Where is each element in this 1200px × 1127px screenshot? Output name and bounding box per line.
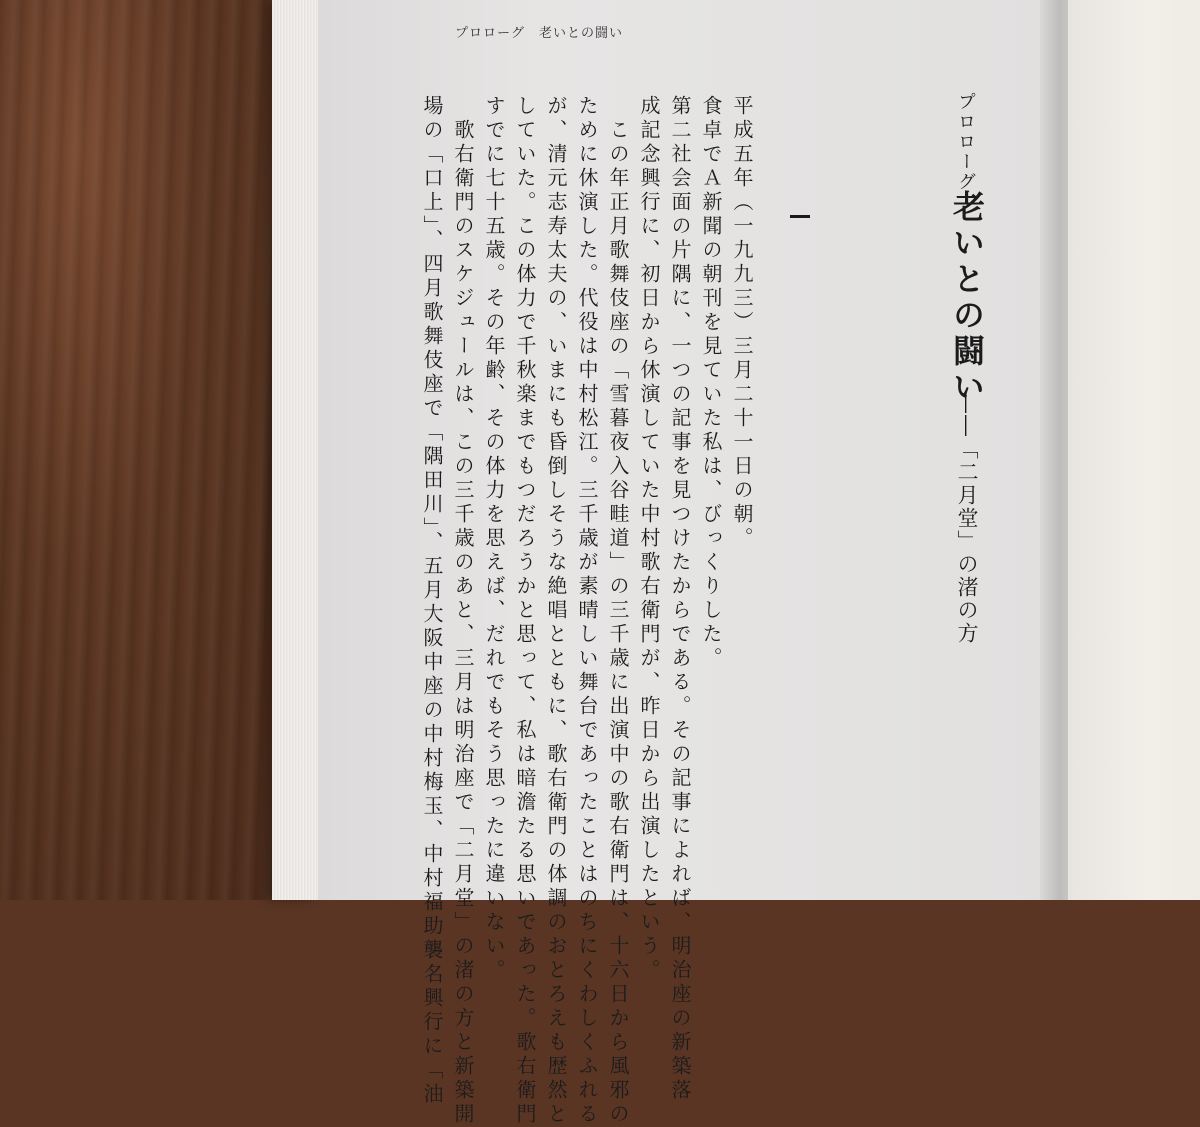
- body-line: していた。この体力で千秋楽までもつだろうかと思って、私は暗澹たる思いであった。歌右衛門: [513, 95, 537, 1127]
- body-line: が、清元志寿太夫の、いまにも昏倒しそうな絶唱とともに、歌右衛門の体調のおとろえも歴然と: [544, 95, 568, 1127]
- body-line: この年正月歌舞伎座の「雪暮夜入谷畦道」の三千歳に出演中の歌右衛門は、十六日から風邪の: [606, 95, 630, 1127]
- body-line: 場の「口上」、四月歌舞伎座で「隅田川」、五月大阪中座の中村梅玉、中村福助襲名興行に「油: [420, 95, 444, 1107]
- chapter-label: プロローグ: [955, 92, 976, 192]
- book-page-edges: [272, 0, 318, 900]
- body-line: 食卓でＡ新聞の朝刊を見ていた私は、びっくりした。: [699, 95, 723, 671]
- body-line: ために休演した。代役は中村松江。三千歳が素晴しい舞台であったことはのちにくわしくふれる: [575, 95, 599, 1127]
- chapter-subtitle: ――「二月堂」の渚の方: [955, 392, 979, 645]
- body-line: 歌右衛門のスケジュールは、この三千歳のあと、三月は明治座で「二月堂」の渚の方と新築開: [451, 95, 475, 1127]
- right-book-page: [1068, 0, 1200, 900]
- chapter-title: 老いとの闘い: [948, 190, 986, 406]
- section-number-mark: [790, 215, 810, 218]
- wooden-table-background: [0, 0, 300, 900]
- body-line: 平成五年（一九九三）三月二十一日の朝。: [730, 95, 754, 551]
- body-line: すでに七十五歳。その年齢、その体力を思えば、だれでもそう思ったに違いない。: [482, 95, 506, 983]
- body-line: 第二社会面の片隅に、一つの記事を見つけたからである。その記事によれば、明治座の新築落: [668, 95, 692, 1103]
- body-line: 成記念興行に、初日から休演していた中村歌右衛門が、昨日から出演したという。: [637, 95, 661, 983]
- running-head: プロローグ 老いとの闘い: [455, 26, 624, 41]
